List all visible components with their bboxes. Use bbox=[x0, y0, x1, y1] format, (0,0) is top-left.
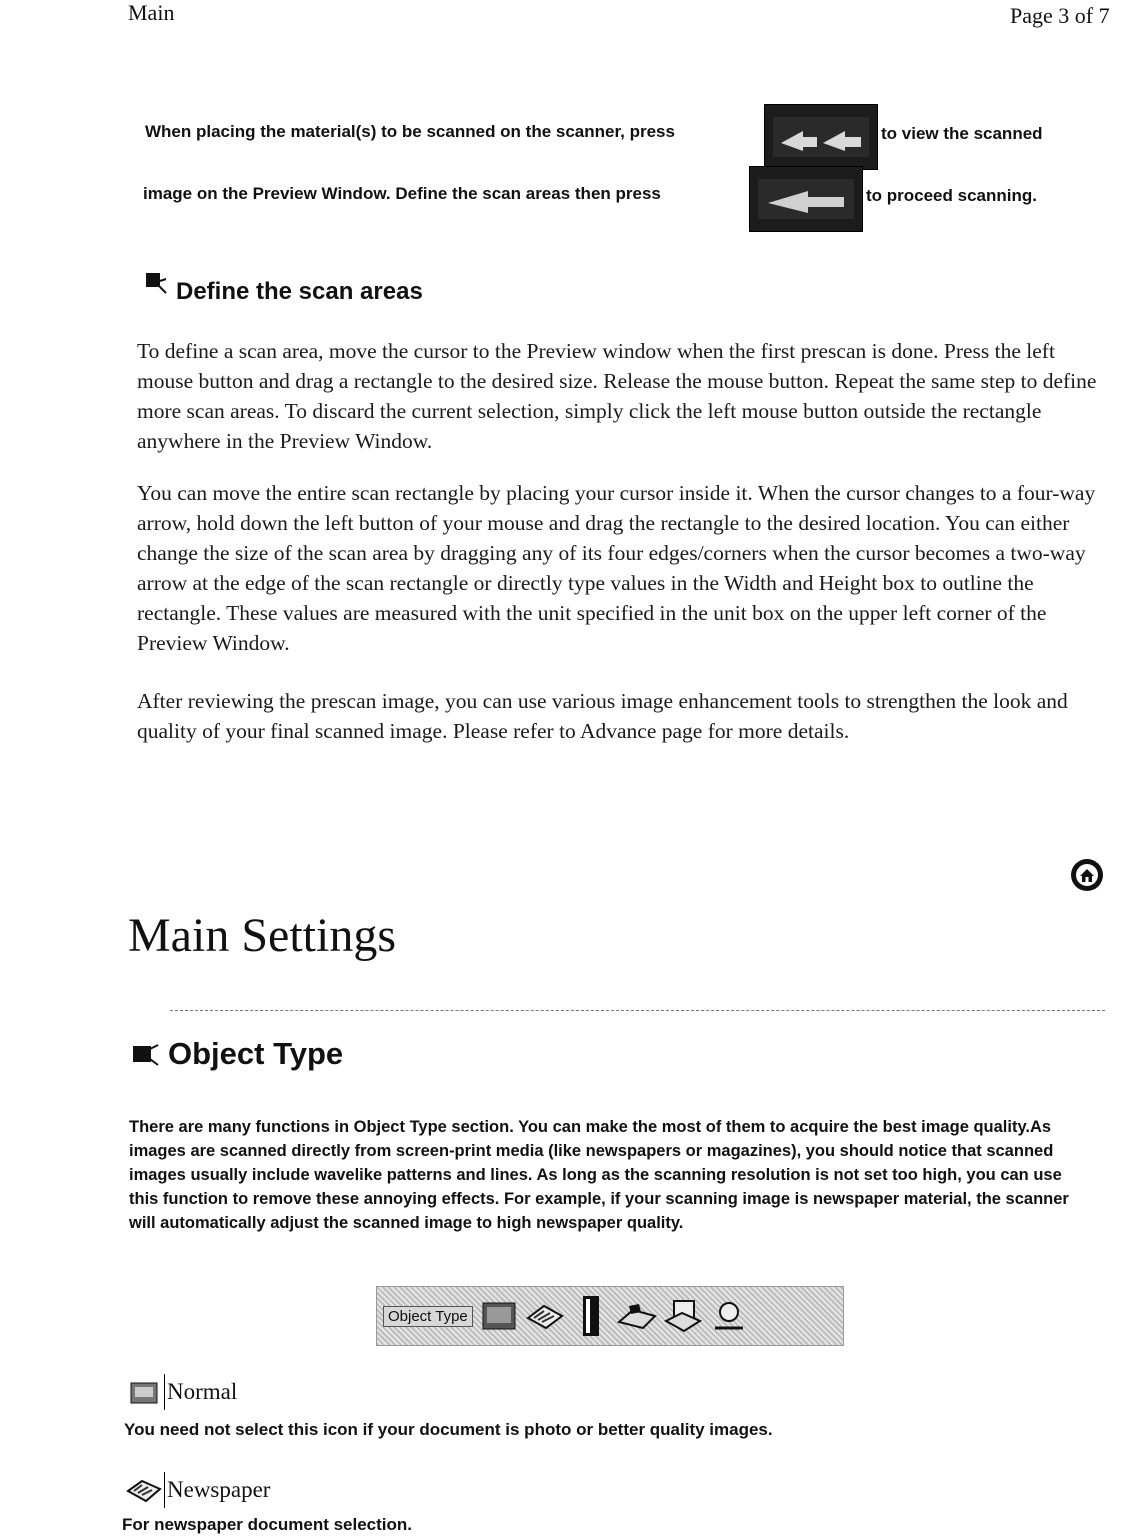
define-scan-areas-body bbox=[137, 336, 1112, 746]
toolbar-newspaper-button[interactable] bbox=[525, 1296, 565, 1336]
newspaper-option-description: For newspaper document selection. bbox=[122, 1515, 413, 1534]
magazine-icon bbox=[581, 1296, 601, 1336]
newspaper-icon bbox=[126, 1475, 162, 1505]
newspaper-icon bbox=[526, 1300, 564, 1332]
scan-arrow-icon bbox=[758, 179, 854, 219]
prescan-button[interactable] bbox=[764, 104, 878, 170]
option-normal bbox=[124, 1374, 237, 1410]
printed-icon bbox=[711, 1300, 747, 1332]
page-title: Main Settings bbox=[128, 909, 397, 962]
toolbar-normal-button[interactable] bbox=[479, 1296, 519, 1336]
instruction-line-2-end: to proceed scanning. bbox=[866, 186, 1037, 205]
prescan-arrows-icon bbox=[773, 117, 869, 157]
title-divider bbox=[170, 1010, 1105, 1011]
newspaper-option-label: Newspaper bbox=[167, 1477, 271, 1502]
define-scan-areas-heading: Define the scan areas bbox=[176, 278, 423, 305]
home-link[interactable] bbox=[1070, 858, 1104, 892]
instruction-line-1-end: to view the scanned bbox=[881, 124, 1043, 143]
object-type-description: There are many functions in Object Type section. You can make the most of them to acquire the best image quality.As images are scanned directly from screen-print media (like newspapers or magazines), you should notice that scanned images usually include wavelike patterns and lines. As long as the scanning resolution is not set too high, you can use this function to remove these annoying effects. For example, if your scanning image is newspaper material, the scanner will automatically adjust the scanned image to high newspaper quality. bbox=[129, 1118, 1069, 1232]
toolbar-fax-button[interactable] bbox=[617, 1296, 657, 1336]
define-paragraph-3: After reviewing the prescan image, you can use various image enhancement tools to strengthen the look and quality of your final scanned image. Please refer to Advance page for more details. bbox=[137, 689, 1068, 743]
object-type-heading: Object Type bbox=[168, 1036, 344, 1071]
fax-icon bbox=[617, 1300, 657, 1332]
normal-option-description: You need not select this icon if your document is photo or better quality images. bbox=[124, 1420, 773, 1439]
define-paragraph-2: You can move the entire scan rectangle by placing your cursor inside it. When the cursor changes to a four-way arrow, hold down the left button of your mouse and drag the rectangle to the desired location. You can either change the size of the scan area by dragging any of its four edges/corners when the cursor becomes a two-way arrow at the edge of the scan rectangle or directly type values in the Width and Height box to outline the rectangle. These values are measured with the unit specified in the unit box on the upper left corner of the Preview Window. bbox=[137, 481, 1096, 655]
normal-option-button[interactable] bbox=[124, 1374, 165, 1410]
object-type-toolbar bbox=[376, 1286, 844, 1346]
instruction-line-2-start: image on the Preview Window. Define the scan areas then press bbox=[143, 184, 661, 203]
home-icon bbox=[1070, 858, 1104, 892]
toolbar-magazine-button[interactable] bbox=[571, 1296, 611, 1336]
square-bullet-icon bbox=[130, 1039, 160, 1069]
toolbar-label: Object Type bbox=[383, 1306, 473, 1327]
normal-option-label: Normal bbox=[167, 1379, 238, 1404]
define-paragraph-1: To define a scan area, move the cursor to the Preview window when the first prescan is done. Press the left mouse button and drag a rectangle to the desired size. Release the mouse button. Repeat the same step to define more scan areas. To discard the current selection, simply click the left mouse button outside the rectangle anywhere in the Preview Window. bbox=[137, 339, 1097, 453]
option-newspaper bbox=[124, 1472, 270, 1508]
photo-icon bbox=[664, 1299, 702, 1333]
normal-icon bbox=[482, 1301, 516, 1331]
object-type-heading-block bbox=[130, 1036, 343, 1072]
define-scan-areas-heading-block bbox=[144, 260, 423, 306]
scan-button[interactable] bbox=[749, 166, 863, 232]
normal-icon bbox=[129, 1379, 159, 1405]
square-bullet-icon bbox=[144, 271, 168, 295]
header-section-title: Main bbox=[128, 0, 175, 25]
toolbar-photo-button[interactable] bbox=[663, 1296, 703, 1336]
instruction-line-1-start: When placing the material(s) to be scanned on the scanner, press bbox=[145, 122, 675, 141]
newspaper-option-button[interactable] bbox=[124, 1472, 165, 1508]
toolbar-printed-button[interactable] bbox=[709, 1296, 749, 1336]
header-page-number: Page 3 of 7 bbox=[1010, 3, 1110, 28]
